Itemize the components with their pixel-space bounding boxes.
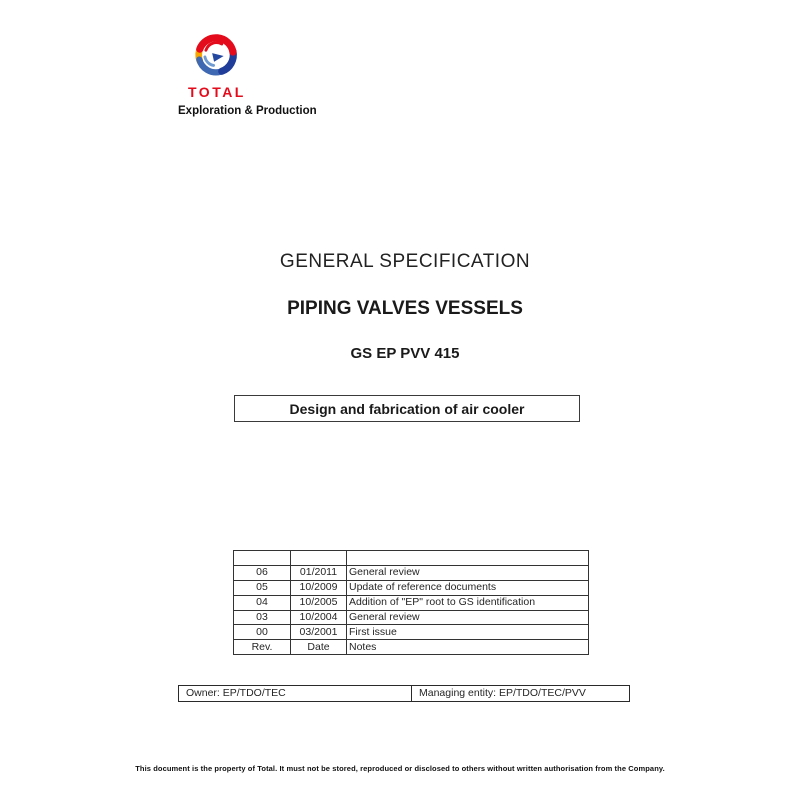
notes-cell: Update of reference documents: [347, 580, 589, 595]
rev-cell: 00: [234, 625, 291, 640]
notes-cell: General review: [347, 565, 589, 580]
revision-row: [234, 595, 589, 610]
revision-label-row: [234, 640, 589, 655]
subject-title: Design and fabrication of air cooler: [289, 400, 525, 417]
subject-box: [234, 395, 580, 422]
notes-cell: [347, 551, 589, 566]
revision-row: [234, 610, 589, 625]
rev-cell: [234, 551, 291, 566]
owner-cell: Owner: EP/TDO/TEC: [179, 686, 412, 702]
rev-cell: 05: [234, 580, 291, 595]
date-cell: 01/2011: [291, 565, 347, 580]
revision-row-empty: [234, 551, 589, 566]
doc-number: GS EP PVV 415: [350, 345, 460, 362]
date-cell: 10/2005: [291, 595, 347, 610]
notes-header-cell: Notes: [347, 640, 589, 655]
date-cell: 03/2001: [291, 625, 347, 640]
revision-row: [234, 625, 589, 640]
date-header-cell: Date: [291, 640, 347, 655]
notes-cell: Addition of "EP" root to GS identification: [347, 595, 589, 610]
rev-cell: 04: [234, 595, 291, 610]
footer-disclaimer: This document is the property of Total. It must not be stored, reproduced or disclosed to others without written authorisation from the Company.: [135, 764, 665, 773]
total-wordmark: TOTAL: [188, 84, 246, 100]
date-cell: 10/2009: [291, 580, 347, 595]
managing-entity-cell: Managing entity: EP/TDO/TEC/PVV: [412, 686, 630, 702]
ownership-bar: [178, 685, 630, 702]
total-globe-icon: [192, 31, 240, 81]
notes-cell: General review: [347, 610, 589, 625]
ownership-row: [179, 686, 630, 702]
rev-header-cell: Rev.: [234, 640, 291, 655]
doc-type-title: GENERAL SPECIFICATION: [279, 251, 531, 272]
date-cell: [291, 551, 347, 566]
revision-table: [233, 550, 589, 655]
revision-row: [234, 580, 589, 595]
date-cell: 10/2004: [291, 610, 347, 625]
revision-row: [234, 565, 589, 580]
discipline-title: PIPING VALVES VESSELS: [287, 298, 523, 319]
rev-cell: 06: [234, 565, 291, 580]
division-label: Exploration & Production: [178, 105, 317, 117]
notes-cell: First issue: [347, 625, 589, 640]
rev-cell: 03: [234, 610, 291, 625]
